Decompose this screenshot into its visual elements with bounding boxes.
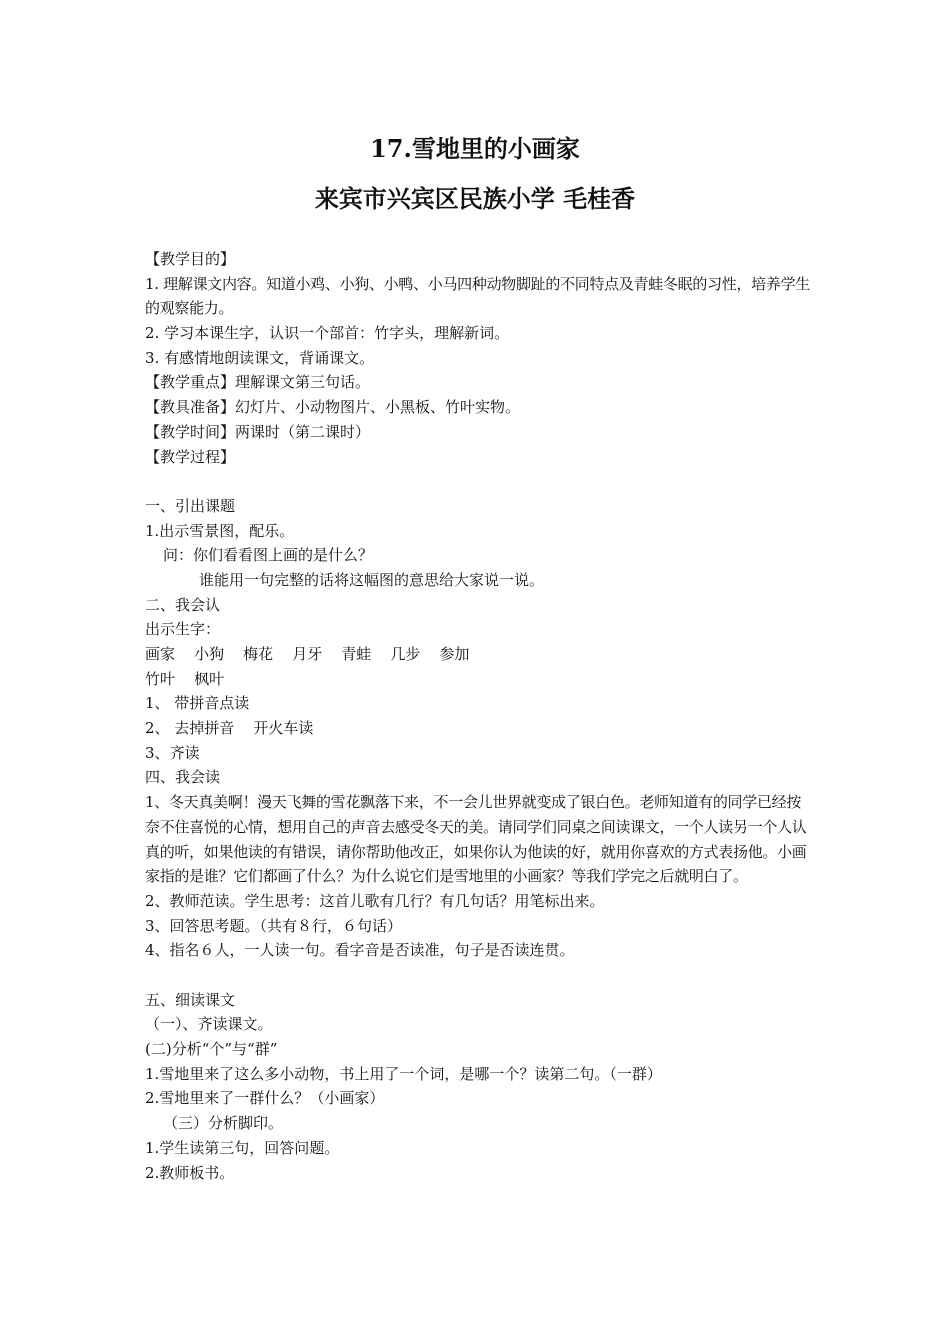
section-5-line-6: 1.学生读第三句，回答问题。 [145, 1138, 340, 1157]
new-characters-row-1: 画家 小狗 梅花 月牙 青蛙 几步 参加 [145, 645, 470, 664]
section-5-line-5: （三）分析脚印。 [163, 1114, 284, 1133]
section-5-line-4: 2.雪地里来了一群什么？（小画家） [145, 1089, 385, 1108]
objectives-heading: 【教学目的】 [145, 250, 236, 268]
section-1-line-2: 问：你们看看图上画的是什么？ [163, 546, 374, 565]
section-2-line-1: 出示生字： [145, 620, 221, 639]
section-4-paragraph-3: 3、回答思考题。（共有８行，６句话） [145, 916, 403, 935]
document-title: 17.雪地里的小画家 [370, 134, 580, 163]
spacer [145, 469, 810, 494]
section-4-paragraph-4: 4、指名６人，一人读一句。看字音是否读准，句子是否读连贯。 [145, 941, 575, 960]
objective-item-2: 2. 学习本课生字，认识一个部首：竹字头，理解新词。 [145, 324, 510, 343]
section-5-line-7: 2.教师板书。 [145, 1163, 235, 1182]
section-4-heading: 四、我会读 [145, 768, 221, 787]
section-1-heading: 一、引出课题 [145, 496, 236, 515]
spacer [145, 963, 810, 988]
new-characters-row-2: 竹叶 枫叶 [145, 669, 225, 688]
section-4-paragraph-2: 2、教师范读。学生思考：这首儿歌有几行？有几句话？用笔标出来。 [145, 891, 605, 910]
section-2-heading: 二、我会认 [145, 595, 221, 614]
objective-item-3: 3. 有感情地朗读课文，背诵课文。 [145, 348, 375, 367]
process-heading: 【教学过程】 [145, 447, 236, 466]
section-2-step-3: 3、齐读 [145, 743, 200, 762]
section-1-line-1: 1.出示雪景图，配乐。 [145, 521, 295, 540]
teaching-materials: 【教具准备】幻灯片、小动物图片、小黑板、竹叶实物。 [145, 398, 521, 417]
section-2-step-2: 2、 去掉拼音 开火车读 [145, 719, 314, 738]
section-1-line-3: 谁能用一句完整的话将这幅图的意思给大家说一说。 [199, 570, 545, 589]
document-body [145, 247, 810, 1185]
section-5-line-1: （一）、齐读课文。 [145, 1015, 273, 1034]
section-5-line-3: 1.雪地里来了这么多小动物，书上用了一个词，是哪一个？读第二句。（一群） [145, 1064, 662, 1083]
section-5-line-2: (二)分析“个”与“群” [145, 1040, 278, 1059]
teaching-time: 【教学时间】两课时（第二课时） [145, 422, 371, 441]
section-5-heading: 五、细读课文 [145, 990, 236, 1009]
objective-item-1: 1. 理解课文内容。知道小鸡、小狗、小鸭、小马四种动物脚趾的不同特点及青蛙冬眠的习性，培养学生的观察能力。 [145, 274, 810, 318]
document-subtitle: 来宾市兴宾区民族小学 毛桂香 [314, 184, 636, 213]
teaching-focus: 【教学重点】理解课文第三句话。 [145, 373, 371, 392]
section-4-paragraph-1: 1、冬天真美啊！漫天飞舞的雪花飘落下来，不一会儿世界就变成了银白色。老师知道有的同学已经按奈不住喜悦的心情，想用自己的声音去感受冬天的美。请同学们同桌之间读课文，一个人读另一个人认真的听，如果他读的有错误，请你帮助他改正，如果你认为他读的好，就用你喜欢的方式表扬他。小画家指的是谁？它们都画了什么？为什么说它们是雪地里的小画家？等我们学完之后就明白了。 [145, 793, 807, 886]
section-2-step-1: 1、 带拼音点读 [145, 694, 250, 713]
